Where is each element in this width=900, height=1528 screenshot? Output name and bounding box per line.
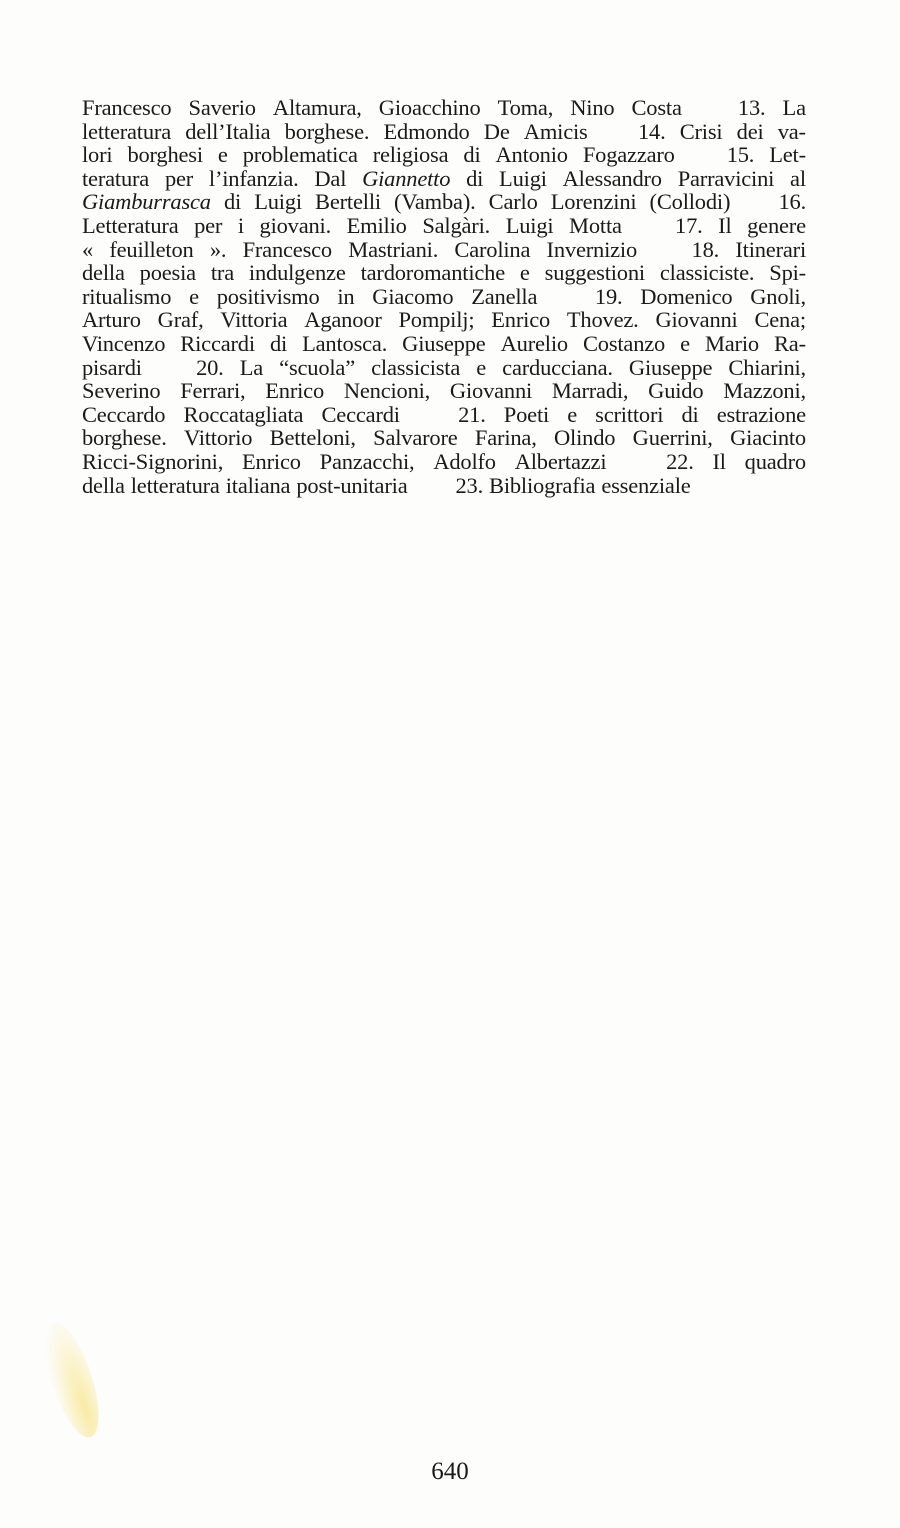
word: e bbox=[476, 354, 487, 380]
word: Edmondo bbox=[383, 118, 470, 144]
word: genere bbox=[747, 212, 806, 238]
section-gap bbox=[625, 450, 647, 474]
word: 14. bbox=[637, 118, 666, 144]
word: Nino bbox=[570, 95, 615, 120]
word: Graf, bbox=[157, 307, 204, 333]
word: carducciana. bbox=[502, 354, 613, 380]
word: 20. bbox=[196, 354, 224, 380]
word: letteratura bbox=[82, 118, 171, 144]
section-gap bbox=[637, 214, 659, 238]
word: Betteloni, bbox=[269, 425, 356, 451]
section-gap bbox=[418, 403, 440, 427]
word: La bbox=[239, 354, 264, 380]
word: e bbox=[567, 401, 577, 427]
word: Luigi bbox=[254, 189, 302, 215]
word: 18. bbox=[691, 236, 720, 262]
word: 16. bbox=[778, 189, 806, 215]
word: 17. bbox=[675, 212, 703, 238]
text-line bbox=[82, 450, 806, 474]
word: italiana bbox=[225, 472, 291, 498]
word: Albertazzi bbox=[514, 448, 607, 474]
word: Francesco bbox=[82, 95, 172, 120]
word: Dal bbox=[314, 165, 347, 191]
word: De bbox=[483, 118, 510, 144]
word: della bbox=[82, 472, 125, 498]
word: Lorenzini bbox=[550, 189, 637, 215]
word: Farina, bbox=[474, 425, 537, 451]
word: e bbox=[680, 330, 690, 356]
word: 15. bbox=[726, 142, 755, 168]
word: Guerrini, bbox=[632, 425, 713, 451]
section-gap bbox=[602, 120, 624, 144]
word: e bbox=[217, 142, 228, 168]
word: Toma, bbox=[497, 95, 554, 120]
word: classiciste. bbox=[659, 260, 755, 286]
word: Costanzo bbox=[582, 330, 666, 356]
word: Giovanni bbox=[655, 307, 738, 333]
word: La bbox=[782, 95, 806, 120]
word: Ceccardo bbox=[82, 401, 166, 427]
section-gap bbox=[555, 285, 577, 309]
word: post-unitaria bbox=[296, 472, 408, 498]
word: Riccardi bbox=[180, 330, 255, 356]
text-line bbox=[82, 426, 806, 450]
text-line bbox=[82, 474, 806, 498]
body-text bbox=[82, 96, 806, 497]
word: Giacinto bbox=[730, 425, 806, 451]
word: Vincenzo bbox=[82, 330, 166, 356]
word: Bertelli bbox=[315, 189, 381, 215]
word: Parravicini bbox=[677, 165, 775, 191]
word: “scuola” bbox=[279, 354, 356, 380]
word: Motta bbox=[569, 212, 622, 238]
word: essenziale bbox=[601, 472, 691, 498]
word: dell’Italia bbox=[185, 118, 271, 144]
word: poesia bbox=[139, 260, 196, 286]
page-number: 640 bbox=[431, 1458, 469, 1485]
word: Vittorio bbox=[184, 425, 253, 451]
word: Giamburrasca bbox=[82, 189, 211, 215]
word: in bbox=[337, 283, 355, 309]
word: Emilio bbox=[346, 212, 407, 238]
word: Giovanni bbox=[449, 378, 533, 404]
word: 23. bbox=[455, 472, 484, 498]
word: Salvarore bbox=[373, 425, 458, 451]
word: Aganoor bbox=[304, 307, 382, 333]
word: borghese. bbox=[284, 118, 370, 144]
word: Roccatagliata bbox=[183, 401, 304, 427]
word: Francesco bbox=[242, 236, 332, 262]
word: Poeti bbox=[503, 401, 550, 427]
word: Enrico bbox=[491, 307, 551, 333]
word: Bibliografia bbox=[489, 472, 596, 498]
word: Invernizio bbox=[546, 236, 638, 262]
word: Arturo bbox=[82, 307, 141, 333]
word: Antonio bbox=[495, 142, 568, 168]
word: Gnoli, bbox=[750, 283, 806, 309]
word: 19. bbox=[594, 283, 623, 309]
word: Guido bbox=[648, 378, 704, 404]
text-line bbox=[82, 214, 806, 238]
word: « bbox=[82, 236, 94, 262]
word: Olindo bbox=[554, 425, 616, 451]
text-line bbox=[82, 167, 806, 191]
word: Enrico bbox=[242, 448, 301, 474]
text-line bbox=[82, 356, 806, 380]
word: dei bbox=[736, 118, 764, 144]
word: per bbox=[194, 212, 223, 238]
word: estrazione bbox=[716, 401, 806, 427]
word: Spi- bbox=[769, 260, 806, 286]
word: suggestioni bbox=[544, 260, 645, 286]
word: l’infanzia. bbox=[208, 165, 299, 191]
section-gap bbox=[158, 356, 180, 380]
word: Zanella bbox=[471, 283, 538, 309]
word: Giuseppe bbox=[628, 354, 713, 380]
word: di bbox=[269, 330, 288, 356]
word: Letteratura bbox=[82, 212, 179, 238]
word: positivismo bbox=[216, 283, 320, 309]
word: i bbox=[237, 212, 244, 238]
word: e bbox=[189, 283, 199, 309]
word: Mario bbox=[704, 330, 759, 356]
word: Let- bbox=[769, 142, 806, 168]
word: borghese. bbox=[82, 425, 167, 451]
word: Adolfo bbox=[433, 448, 496, 474]
word: Ferrari, bbox=[180, 378, 246, 404]
word: Mastriani. bbox=[348, 236, 439, 262]
word: Salgàri. bbox=[422, 212, 491, 238]
section-gap bbox=[743, 190, 765, 214]
word: Ceccardi bbox=[321, 401, 400, 427]
word: Il bbox=[718, 212, 732, 238]
text-line bbox=[82, 403, 806, 427]
word: di bbox=[466, 165, 484, 191]
section-gap bbox=[653, 238, 675, 262]
text-line bbox=[82, 96, 806, 120]
word: della bbox=[82, 260, 125, 286]
word: indulgenze bbox=[248, 260, 346, 286]
word: Amicis bbox=[523, 118, 588, 144]
section-gap bbox=[699, 96, 721, 120]
word: Saverio bbox=[188, 95, 256, 120]
word: Crisi bbox=[679, 118, 723, 144]
word: scrittori bbox=[595, 401, 664, 427]
word: Enrico bbox=[265, 378, 325, 404]
word: Thovez. bbox=[566, 307, 639, 333]
word: giovani. bbox=[259, 212, 332, 238]
word: borghesi bbox=[127, 142, 203, 168]
word: Carolina bbox=[454, 236, 531, 262]
word: Lantosca. bbox=[302, 330, 388, 356]
text-line bbox=[82, 308, 806, 332]
paper-stain bbox=[34, 1317, 109, 1443]
word: Il bbox=[712, 448, 726, 474]
word: classicista bbox=[371, 354, 461, 380]
word: Ricci-Signorini, bbox=[82, 448, 224, 474]
word: Domenico bbox=[640, 283, 733, 309]
word: Carlo bbox=[488, 189, 538, 215]
word: 21. bbox=[458, 401, 486, 427]
word: Severino bbox=[82, 378, 161, 404]
word: 13. bbox=[737, 95, 766, 120]
word: teratura bbox=[82, 165, 150, 191]
word: problematica bbox=[242, 142, 358, 168]
word: Altamura, bbox=[272, 95, 362, 120]
word: feuilleton bbox=[109, 236, 194, 262]
word: Marradi, bbox=[551, 378, 629, 404]
word: Cena; bbox=[754, 307, 806, 333]
word: Giannetto bbox=[362, 165, 451, 191]
word: Aurelio bbox=[500, 330, 568, 356]
word: Luigi bbox=[505, 212, 554, 238]
word: Luigi bbox=[499, 165, 547, 191]
word: Nencioni, bbox=[343, 378, 431, 404]
word: Pompilj; bbox=[398, 307, 475, 333]
text-line bbox=[82, 238, 806, 262]
text-line bbox=[82, 120, 806, 144]
word: lori bbox=[82, 142, 113, 168]
word: pisardi bbox=[82, 354, 142, 380]
text-line bbox=[82, 332, 806, 356]
section-gap bbox=[413, 474, 435, 498]
word: (Collodi) bbox=[649, 189, 731, 215]
word: ». bbox=[209, 236, 227, 262]
word: di bbox=[681, 401, 699, 427]
word: 22. bbox=[666, 448, 694, 474]
word: al bbox=[790, 165, 806, 191]
word: Giacomo bbox=[372, 283, 454, 309]
text-line bbox=[82, 143, 806, 167]
word: Itinerari bbox=[735, 236, 806, 262]
word: per bbox=[164, 165, 194, 191]
word: Panzacchi, bbox=[319, 448, 415, 474]
text-line bbox=[82, 190, 806, 214]
word: Vittoria bbox=[220, 307, 288, 333]
word: e bbox=[519, 260, 530, 286]
word: Chiarini, bbox=[728, 354, 806, 380]
word: quadro bbox=[744, 448, 806, 474]
word: Giuseppe bbox=[402, 330, 486, 356]
word: Alessandro bbox=[562, 165, 662, 191]
text-line bbox=[82, 285, 806, 309]
word: Fogazzaro bbox=[582, 142, 675, 168]
word: Ra- bbox=[774, 330, 806, 356]
text-line bbox=[82, 261, 806, 285]
word: Gioacchino bbox=[378, 95, 481, 120]
word: di bbox=[223, 189, 242, 215]
word: Costa bbox=[631, 95, 682, 120]
word: di bbox=[463, 142, 481, 168]
word: Mazzoni, bbox=[723, 378, 806, 404]
word: ritualismo bbox=[82, 283, 172, 309]
word: letteratura bbox=[130, 472, 220, 498]
word: tardoromantiche bbox=[360, 260, 505, 286]
word: tra bbox=[210, 260, 234, 286]
word: (Vamba). bbox=[394, 189, 476, 215]
section-gap bbox=[690, 143, 712, 167]
text-line bbox=[82, 379, 806, 403]
word: va- bbox=[777, 118, 806, 144]
word: religiosa bbox=[372, 142, 449, 168]
